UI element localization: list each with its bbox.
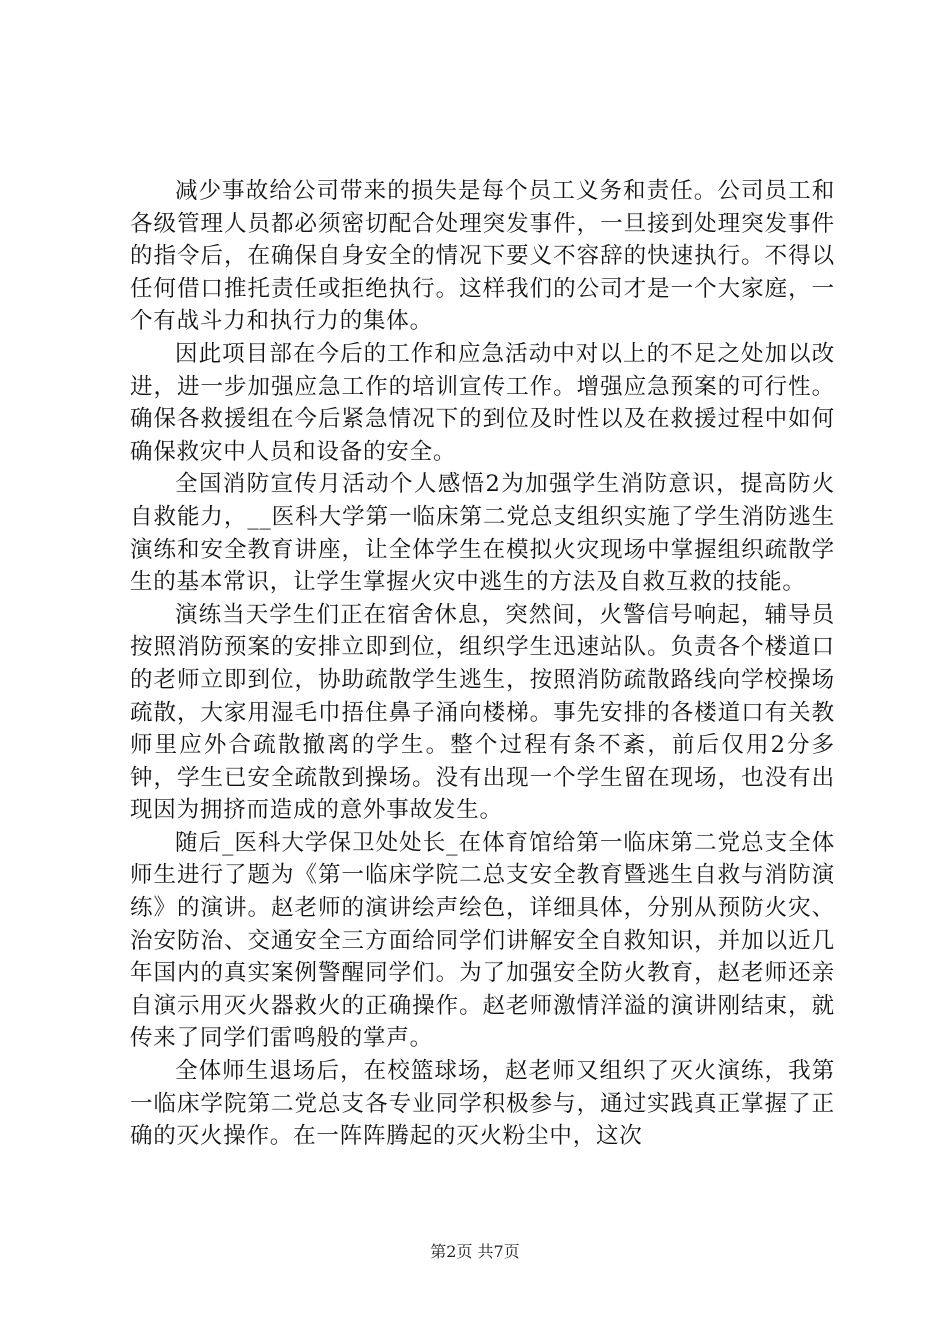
page-number-footer: 第2页 共7页 [430,1242,520,1261]
paragraph: 减少事故给公司带来的损失是每个员工义务和责任。公司员工和各级管理人员都必须密切配合处理突发事件，一旦接到处理突发事件的指令后，在确保自身安全的情况下要义不容辞的快速执行。不得以任何借口推托责任或拒绝执行。这样我们的公司才是一个大家庭，一个有战斗力和执行力的集体。 [130,178,835,335]
paragraph: 全体师生退场后，在校篮球场，赵老师又组织了灭火演练，我第一临床学院第二党总支各专业同学积极参与，通过实践真正掌握了正确的灭火操作。在一阵阵腾起的灭火粉尘中，这次 [130,1058,835,1150]
paragraph: 随后_医科大学保卫处处长_在体育馆给第一临床第二党总支全体师生进行了题为《第一临床学院二总支安全教育暨逃生自救与消防演练》的演讲。赵老师的演讲绘声绘色，详细具体，分别从预防火灾、治安防治、交通安全三方面给同学们讲解安全自救知识，并加以近几年国内的真实案例警醒同学们。为了加强安全防火教育，赵老师还亲自演示用灭火器救火的正确操作。赵老师激情洋溢的演讲刚结束，就传来了同学们雷鸣般的掌声。 [130,829,835,1052]
document-body [130,175,835,1153]
paragraph: 全国消防宣传月活动个人感悟2为加强学生消防意识，提高防火自救能力，__医科大学第一临床第二党总支组织实施了学生消防逃生演练和安全教育讲座，让全体学生在模拟火灾现场中掌握组织疏散学生的基本常识，让学生掌握火灾中逃生的方法及自救互救的技能。 [130,471,835,596]
paragraph: 因此项目部在今后的工作和应急活动中对以上的不足之处加以改进，进一步加强应急工作的培训宣传工作。增强应急预案的可行性。确保各救援组在今后紧急情况下的到位及时性以及在救援过程中如何确保救灾中人员和设备的安全。 [130,340,835,465]
paragraph: 演练当天学生们正在宿舍休息，突然间，火警信号响起，辅导员按照消防预案的安排立即到位，组织学生迅速站队。负责各个楼道口的老师立即到位，协助疏散学生逃生，按照消防疏散路线向学校操场疏散，大家用湿毛巾捂住鼻子涌向楼梯。事先安排的各楼道口有关教师里应外合疏散撤离的学生。整个过程有条不紊，前后仅用2分多钟，学生已安全疏散到操场。没有出现一个学生留在现场，也没有出现因为拥挤而造成的意外事故发生。 [130,601,835,824]
